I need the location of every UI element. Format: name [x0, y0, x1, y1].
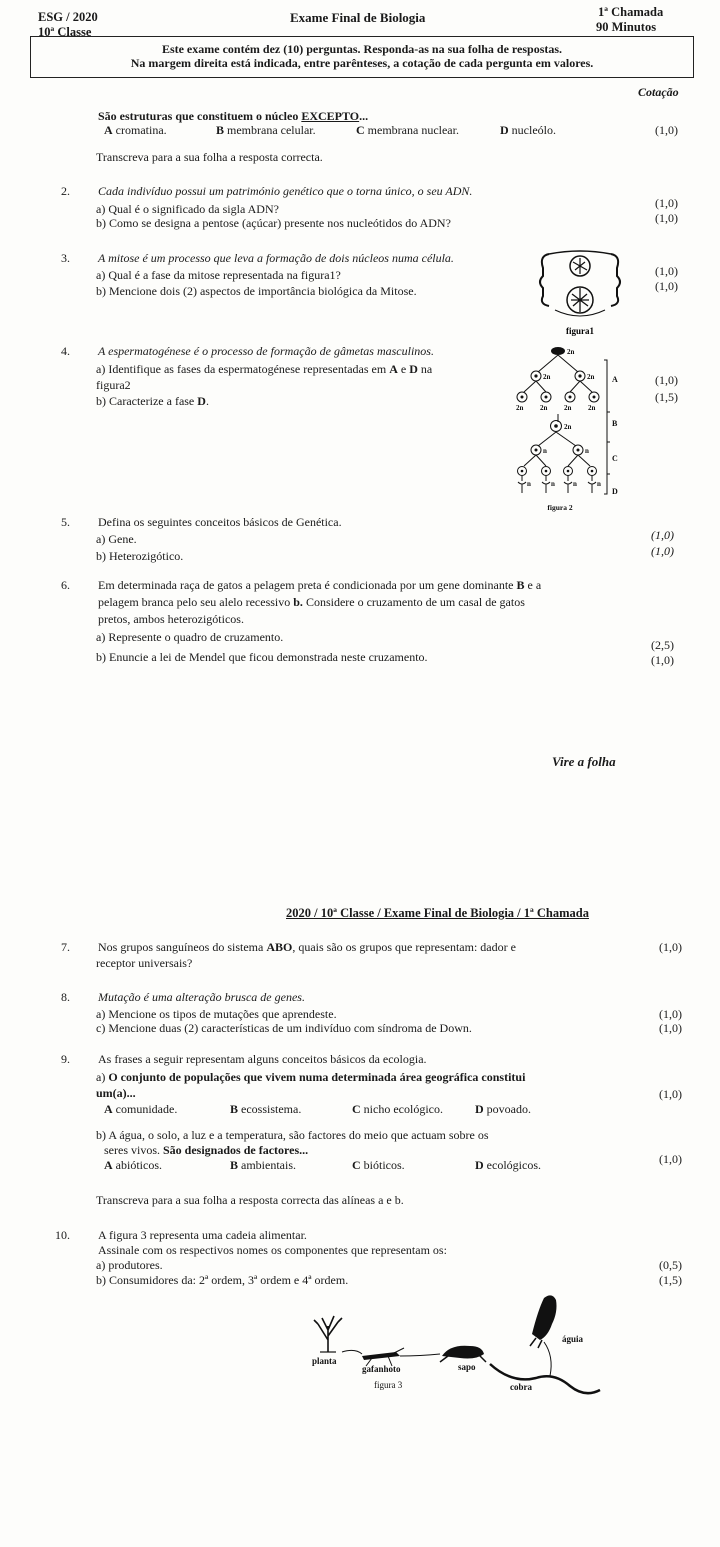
- q7-number: 7.: [61, 940, 70, 954]
- frog-icon: [440, 1346, 486, 1362]
- q9-a-option-c: C nicho ecológico.: [352, 1102, 443, 1116]
- q9-b-option-d: D ecológicos.: [475, 1158, 541, 1172]
- svg-text:n: n: [585, 447, 589, 455]
- q1-option-a: A cromatina.: [104, 123, 167, 137]
- q5-a: a) Gene.: [96, 532, 137, 546]
- cotacao-label: Cotação: [638, 85, 679, 99]
- q4-b-points: (1,5): [655, 390, 678, 404]
- q2-stem: Cada indivíduo possui um património genético que o torna único, o seu ADN.: [98, 184, 473, 198]
- svg-text:2n: 2n: [564, 404, 572, 412]
- q6-b-points: (1,0): [651, 653, 674, 667]
- turn-page-label: Vire a folha: [552, 754, 616, 769]
- q6-number: 6.: [61, 578, 70, 592]
- svg-text:A: A: [612, 375, 618, 384]
- q9-a-option-a: A comunidade.: [104, 1102, 178, 1116]
- q5-number: 5.: [61, 515, 70, 529]
- instructions-line-1: Este exame contém dez (10) perguntas. Responda-as na sua folha de respostas.: [161, 42, 563, 56]
- svg-text:n: n: [573, 480, 577, 488]
- q5-b: b) Heterozigótico.: [96, 549, 184, 563]
- q9-number: 9.: [61, 1052, 70, 1066]
- figure-2-label: figura 2: [547, 503, 573, 512]
- svg-text:2n: 2n: [588, 404, 596, 412]
- q9-b-option-b: B ambientais.: [230, 1158, 296, 1172]
- q7-line-1: Nos grupos sanguíneos do sistema ABO, quais são os grupos que representam: dador e: [98, 940, 516, 954]
- grade-label: 10ª Classe: [38, 25, 92, 39]
- q8-c-points: (1,0): [659, 1021, 682, 1035]
- q5-a-points: (1,0): [651, 528, 674, 542]
- q9-a-option-d: D povoado.: [475, 1102, 531, 1116]
- svg-text:2n: 2n: [567, 348, 575, 356]
- q10-b-points: (1,5): [659, 1273, 682, 1287]
- q9-a-option-b: B ecossistema.: [230, 1102, 302, 1116]
- q9-b-option-a: A abióticos.: [104, 1158, 162, 1172]
- svg-text:sapo: sapo: [458, 1362, 476, 1372]
- q1-option-b: B membrana celular.: [216, 123, 316, 137]
- q9-a-line-2: um(a)...: [96, 1086, 136, 1100]
- svg-text:2n: 2n: [564, 423, 572, 431]
- q2-b-points: (1,0): [655, 211, 678, 225]
- svg-text:B: B: [612, 419, 618, 428]
- q7-points: (1,0): [659, 940, 682, 954]
- svg-text:2n: 2n: [516, 404, 524, 412]
- q2-b: b) Como se designa a pentose (açúcar) presente nos nucleótidos do ADN?: [96, 216, 451, 230]
- q7-line-2: receptor universais?: [96, 956, 193, 970]
- svg-text:C: C: [612, 454, 618, 463]
- q8-c: c) Mencione duas (2) características de um indivíduo com síndroma de Down.: [96, 1021, 472, 1035]
- q8-a: a) Mencione os tipos de mutações que aprendeste.: [96, 1007, 337, 1021]
- q4-a-points: (1,0): [655, 373, 678, 387]
- snake-icon: [490, 1364, 600, 1393]
- q4-a-cont: figura2: [96, 378, 131, 392]
- plant-icon: [314, 1316, 342, 1352]
- q5-stem: Defina os seguintes conceitos básicos de Genética.: [98, 515, 342, 529]
- q9-a-points: (1,0): [659, 1087, 682, 1101]
- svg-text:D: D: [612, 487, 618, 496]
- q6-line-3: pretos, ambos heterozigóticos.: [98, 612, 244, 626]
- figure-3-label: figura 3: [374, 1380, 403, 1390]
- q4-b: b) Caracterize a fase D.: [96, 394, 209, 408]
- svg-text:cobra: cobra: [510, 1382, 532, 1392]
- svg-text:n: n: [551, 480, 555, 488]
- q3-number: 3.: [61, 251, 70, 265]
- q9-a-line-1: a) O conjunto de populações que vivem numa determinada área geográfica constitui: [96, 1070, 526, 1084]
- svg-text:n: n: [527, 480, 531, 488]
- svg-text:2n: 2n: [587, 373, 595, 381]
- q10-b: b) Consumidores da: 2ª ordem, 3ª ordem e 4ª ordem.: [96, 1273, 349, 1287]
- figure-1-mitosis: [535, 248, 625, 340]
- page-2-header: 2020 / 10ª Classe / Exame Final de Biologia / 1ª Chamada: [286, 906, 589, 920]
- school-label: ESG / 2020: [38, 10, 98, 24]
- q9-note: Transcreva para a sua folha a resposta correcta das alíneas a e b.: [96, 1193, 404, 1207]
- q8-a-points: (1,0): [659, 1007, 682, 1021]
- svg-text:águia: águia: [562, 1334, 584, 1344]
- q8-stem: Mutação é uma alteração brusca de genes.: [98, 990, 305, 1004]
- eagle-icon: [530, 1295, 557, 1348]
- q6-line-2: pelagem branca pelo seu alelo recessivo b. Considere o cruzamento de um casal de gatos: [98, 595, 525, 609]
- svg-text:2n: 2n: [543, 373, 551, 381]
- duration-label: 90 Minutos: [596, 20, 657, 34]
- q6-line-1: Em determinada raça de gatos a pelagem preta é condicionada por um gene dominante B e a: [98, 578, 542, 592]
- q10-a: a) produtores.: [96, 1258, 163, 1272]
- q9-b-line-2: seres vivos. São designados de factores...: [104, 1143, 309, 1157]
- svg-text:n: n: [543, 447, 547, 455]
- exam-title: Exame Final de Biologia: [290, 10, 426, 25]
- svg-text:2n: 2n: [540, 404, 548, 412]
- figure-1-label: figura1: [566, 326, 594, 336]
- svg-text:planta: planta: [312, 1356, 337, 1366]
- svg-text:n: n: [597, 480, 601, 488]
- svg-text:gafanhoto: gafanhoto: [362, 1364, 401, 1374]
- q3-a-points: (1,0): [655, 264, 678, 278]
- call-label: 1ª Chamada: [598, 5, 664, 19]
- q9-b-line-1: b) A água, o solo, a luz e a temperatura, são factores do meio que actuam sobre os: [96, 1128, 489, 1142]
- q1-note: Transcreva para a sua folha a resposta correcta.: [96, 150, 323, 164]
- q1-points: (1,0): [655, 123, 678, 137]
- q1-stem: São estruturas que constituem o núcleo EXCEPTO...: [98, 109, 369, 123]
- q2-a-points: (1,0): [655, 196, 678, 210]
- q4-stem: A espermatogénese é o processo de formação de gâmetas masculinos.: [98, 344, 434, 358]
- q9-b-points: (1,0): [659, 1152, 682, 1166]
- q3-a: a) Qual é a fase da mitose representada na figura1?: [96, 268, 341, 282]
- figure-3-food-chain: [300, 1290, 620, 1420]
- instructions-box: [30, 36, 694, 78]
- q10-stem: A figura 3 representa uma cadeia alimentar.: [98, 1228, 307, 1242]
- q6-a-points: (2,5): [651, 638, 674, 652]
- q8-number: 8.: [61, 990, 70, 1004]
- q3-b: b) Mencione dois (2) aspectos de importância biológica da Mitose.: [96, 284, 417, 298]
- q2-number: 2.: [61, 184, 70, 198]
- q3-stem: A mitose é um processo que leva a formação de dois núcleos numa célula.: [98, 251, 454, 265]
- q9-stem: As frases a seguir representam alguns conceitos básicos da ecologia.: [98, 1052, 427, 1066]
- q10-instructions: Assinale com os respectivos nomes os componentes que representam os:: [98, 1243, 447, 1257]
- q4-a: a) Identifique as fases da espermatogénese representadas em A e D na: [96, 362, 433, 376]
- q5-b-points: (1,0): [651, 544, 674, 558]
- q2-a: a) Qual é o significado da sigla ADN?: [96, 202, 279, 216]
- q10-number: 10.: [55, 1228, 70, 1242]
- q4-number: 4.: [61, 344, 70, 358]
- q10-a-points: (0,5): [659, 1258, 682, 1272]
- q6-a: a) Represente o quadro de cruzamento.: [96, 630, 284, 644]
- q3-b-points: (1,0): [655, 279, 678, 293]
- instructions-line-2: Na margem direita está indicada, entre parênteses, a cotação de cada pergunta em valores.: [130, 56, 594, 70]
- q9-b-option-c: C bióticos.: [352, 1158, 405, 1172]
- figure-2-spermatogenesis: [510, 342, 640, 520]
- q1-option-c: C membrana nuclear.: [356, 123, 459, 137]
- q6-b: b) Enuncie a lei de Mendel que ficou demonstrada neste cruzamento.: [96, 650, 428, 664]
- q1-option-d: D nucleólo.: [500, 123, 556, 137]
